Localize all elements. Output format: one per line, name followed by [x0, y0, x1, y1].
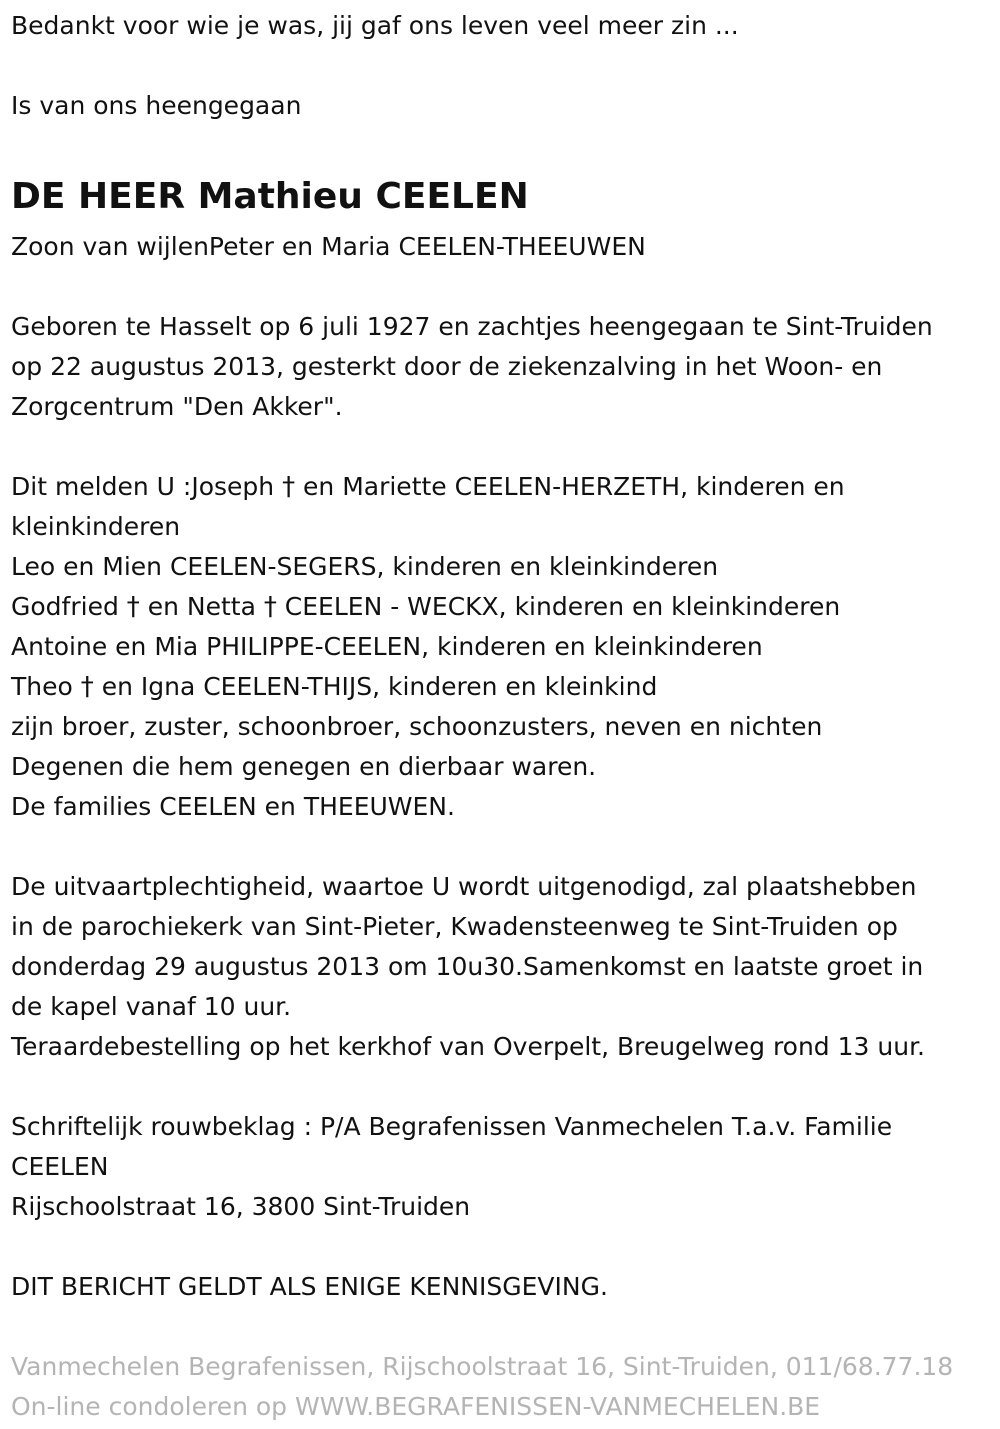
notice-text: DIT BERICHT GELDT ALS ENIGE KENNISGEVING.: [11, 1272, 608, 1301]
funeral-line: in de parochiekerk van Sint-Pieter, Kwadensteenweg te Sint-Truiden op: [11, 912, 898, 941]
birth-death-line: op 22 augustus 2013, gesterkt door de ziekenzalving in het Woon- en: [11, 352, 883, 381]
funeral-line: De uitvaartplechtigheid, waartoe U wordt uitgenodigd, zal plaatshebben: [11, 872, 917, 901]
cross-icon: †: [282, 472, 296, 502]
footer-company: Vanmechelen Begrafenissen, Rijschoolstraat 16, Sint-Truiden, 011/68.77.18: [11, 1352, 954, 1381]
cross-icon: †: [126, 592, 140, 622]
parents-line: Zoon van wijlenPeter en Maria CEELEN-THEEUWEN: [11, 232, 646, 261]
birth-death-line: Zorgcentrum "Den Akker".: [11, 392, 343, 421]
cross-icon: †: [80, 672, 94, 702]
obituary-notice: [11, 6, 992, 1427]
birth-death-line: Geboren te Hasselt op 6 juli 1927 en zachtjes heengegaan te Sint-Truiden: [11, 312, 933, 341]
passed-away-text: Is van ons heengegaan: [11, 91, 302, 120]
family-line: Theo † en Igna CEELEN-THIJS, kinderen en kleinkind: [11, 672, 658, 702]
family-line: Antoine en Mia PHILIPPE-CEELEN, kinderen en kleinkinderen: [11, 632, 763, 661]
footer-online-link: On-line condoleren op WWW.BEGRAFENISSEN-VANMECHELEN.BE: [11, 1392, 821, 1421]
condolence-line: CEELEN: [11, 1152, 109, 1181]
deceased-name: DE HEER Mathieu CEELEN: [11, 176, 529, 217]
cross-icon: †: [263, 592, 277, 622]
family-line: De families CEELEN en THEEUWEN.: [11, 792, 455, 821]
condolence-line: Schriftelijk rouwbeklag : P/A Begrafenissen Vanmechelen T.a.v. Familie: [11, 1112, 893, 1141]
family-line: zijn broer, zuster, schoonbroer, schoonzusters, neven en nichten: [11, 712, 823, 741]
family-line: Degenen die hem genegen en dierbaar waren.: [11, 752, 597, 781]
funeral-line: donderdag 29 augustus 2013 om 10u30.Samenkomst en laatste groet in: [11, 952, 924, 981]
condolence-line: Rijschoolstraat 16, 3800 Sint-Truiden: [11, 1192, 471, 1221]
tagline: Bedankt voor wie je was, jij gaf ons leven veel meer zin ...: [11, 11, 739, 40]
family-line: kleinkinderen: [11, 512, 181, 541]
family-line: Leo en Mien CEELEN-SEGERS, kinderen en kleinkinderen: [11, 552, 719, 581]
family-line: Godfried † en Netta † CEELEN - WECKX, kinderen en kleinkinderen: [11, 592, 841, 622]
family-line: Dit melden U :Joseph † en Mariette CEELEN-HERZETH, kinderen en: [11, 472, 845, 502]
funeral-line: Teraardebestelling op het kerkhof van Overpelt, Breugelweg rond 13 uur.: [11, 1032, 926, 1061]
funeral-line: de kapel vanaf 10 uur.: [11, 992, 292, 1021]
